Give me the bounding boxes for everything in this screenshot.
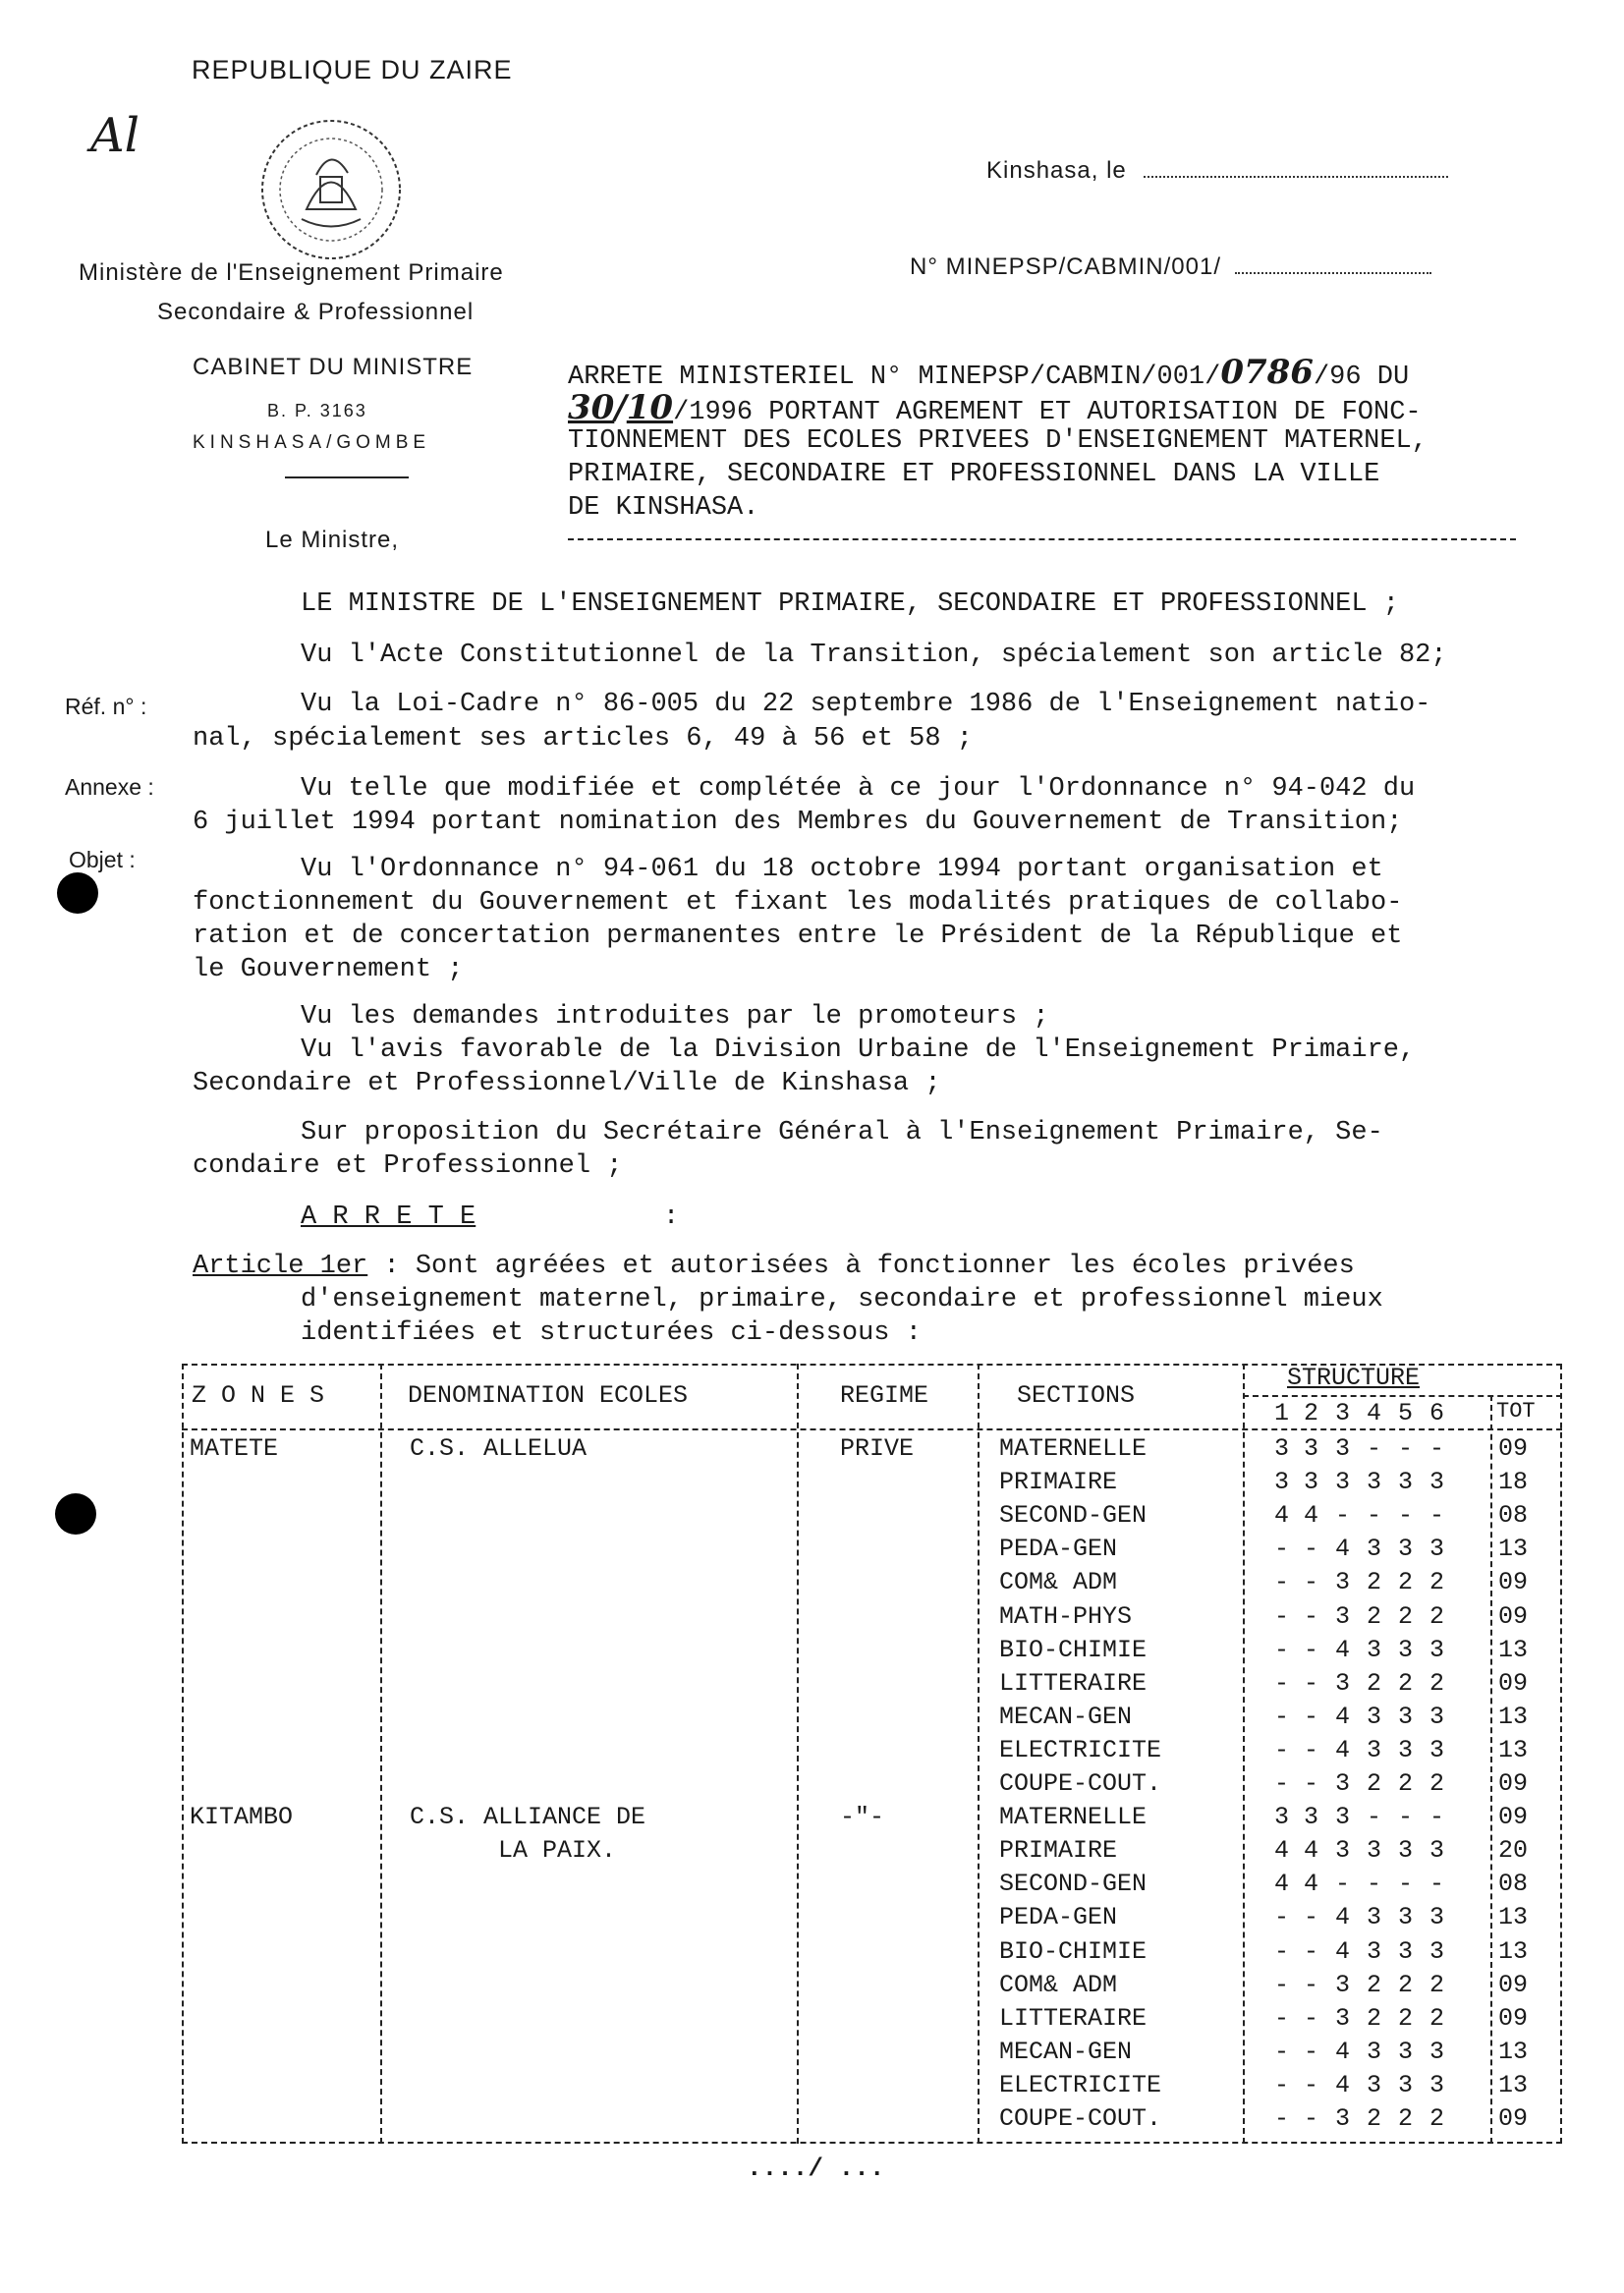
cell-structure-6: 2 <box>1429 2003 1445 2033</box>
cell-structure-2: 3 <box>1304 1434 1319 1463</box>
postal-box: B. P. 3163 <box>267 401 367 420</box>
paragraph-constitution: Vu l'Acte Constitutionnel de la Transition, spécialement son article 82; <box>301 641 1447 670</box>
cell-structure-6: 3 <box>1429 1468 1445 1497</box>
cell-structure-2: 4 <box>1304 1501 1319 1531</box>
cell-structure-6: 3 <box>1429 2037 1445 2066</box>
cell-total: 13 <box>1498 2037 1529 2066</box>
cell-structure-5: 3 <box>1398 1702 1414 1731</box>
cell-structure-3: 3 <box>1335 2104 1351 2133</box>
cell-structure-6: 3 <box>1429 1535 1445 1564</box>
paragraph-proposition-2: condaire et Professionnel ; <box>193 1151 623 1181</box>
cell-section: COM& ADM <box>999 1970 1118 1999</box>
cell-structure-3: 3 <box>1335 1836 1351 1866</box>
cell-section: BIO-CHIMIE <box>999 1635 1148 1664</box>
cell-total: 09 <box>1498 2104 1529 2133</box>
cell-structure-1: - <box>1274 1668 1290 1698</box>
cell-section: MATERNELLE <box>999 1803 1148 1832</box>
cell-school: C.S. ALLELUA <box>410 1434 588 1463</box>
cell-structure-5: 3 <box>1398 1936 1414 1966</box>
cell-structure-1: - <box>1274 1601 1290 1631</box>
header-regime: REGIME <box>840 1381 929 1410</box>
cell-structure-1: - <box>1274 1702 1290 1731</box>
cell-structure-6: 2 <box>1429 1601 1445 1631</box>
cell-total: 09 <box>1498 1434 1529 1463</box>
cell-structure-4: 3 <box>1367 2070 1382 2099</box>
cell-total: 13 <box>1498 1702 1529 1731</box>
cell-structure-4: 2 <box>1367 1769 1382 1798</box>
decree-number: 0786 <box>1220 353 1314 392</box>
paragraph-loi-cadre-1: Vu la Loi-Cadre n° 86-005 du 22 septembre 1986 de l'Enseignement natio- <box>301 690 1431 719</box>
cell-structure-2: - <box>1304 1903 1319 1932</box>
arrete-colon: : <box>663 1202 680 1232</box>
cell-structure-2: - <box>1304 1769 1319 1798</box>
cell-total: 09 <box>1498 2003 1529 2033</box>
cell-structure-3: 4 <box>1335 1702 1351 1731</box>
cell-structure-3: 3 <box>1335 2003 1351 2033</box>
header-denomination: DENOMINATION ECOLES <box>408 1381 689 1410</box>
ministry-line1: Ministère de l'Enseignement Primaire <box>79 259 504 286</box>
cell-structure-4: 3 <box>1367 1535 1382 1564</box>
cell-structure-4: 2 <box>1367 1601 1382 1631</box>
header-zones: Z O N E S <box>192 1381 325 1410</box>
handwritten-mark: Al <box>90 108 140 163</box>
cell-structure-1: - <box>1274 2104 1290 2133</box>
cell-section: LITTERAIRE <box>999 1668 1148 1698</box>
cell-structure-5: 2 <box>1398 2003 1414 2033</box>
cell-section: PEDA-GEN <box>999 1535 1118 1564</box>
cell-structure-5: 2 <box>1398 1568 1414 1597</box>
cell-structure-6: 2 <box>1429 1970 1445 1999</box>
cell-structure-3: 4 <box>1335 1635 1351 1664</box>
cell-structure-1: - <box>1274 1936 1290 1966</box>
cell-structure-2: - <box>1304 2037 1319 2066</box>
cell-structure-3: 4 <box>1335 1535 1351 1564</box>
cell-total: 09 <box>1498 1601 1529 1631</box>
cell-total: 18 <box>1498 1468 1529 1497</box>
cell-structure-1: 3 <box>1274 1468 1290 1497</box>
cell-structure-4: 3 <box>1367 1903 1382 1932</box>
paragraph-demandes: Vu les demandes introduites par le promoteurs ; <box>301 1002 1049 1032</box>
cell-section: PRIMAIRE <box>999 1836 1118 1866</box>
cell-structure-2: - <box>1304 1668 1319 1698</box>
cell-section: MATERNELLE <box>999 1434 1148 1463</box>
cell-section: SECOND-GEN <box>999 1501 1148 1531</box>
cell-structure-1: 4 <box>1274 1836 1290 1866</box>
cell-structure-1: 4 <box>1274 1501 1290 1531</box>
cell-structure-5: 2 <box>1398 1970 1414 1999</box>
cell-zone: KITAMBO <box>190 1803 294 1832</box>
cell-structure-2: - <box>1304 2003 1319 2033</box>
cell-structure-4: 2 <box>1367 1568 1382 1597</box>
cell-structure-3: 4 <box>1335 1735 1351 1764</box>
cell-section: ELECTRICITE <box>999 1735 1162 1764</box>
punch-hole-bottom <box>55 1493 96 1535</box>
cell-structure-2: - <box>1304 1635 1319 1664</box>
cell-structure-2: 4 <box>1304 1836 1319 1866</box>
cell-structure-1: - <box>1274 2070 1290 2099</box>
cell-total: 08 <box>1498 1501 1529 1531</box>
paragraph-ordonnance-2b: fonctionnement du Gouvernement et fixant les modalités pratiques de collabo- <box>193 888 1403 918</box>
cell-section: MATH-PHYS <box>999 1601 1133 1631</box>
cell-structure-2: - <box>1304 2070 1319 2099</box>
header-structure: STRUCTURE <box>1287 1364 1421 1392</box>
cell-structure-1: - <box>1274 1535 1290 1564</box>
cell-structure-1: - <box>1274 1568 1290 1597</box>
cell-structure-5: 3 <box>1398 1535 1414 1564</box>
cell-structure-1: 4 <box>1274 1870 1290 1899</box>
cell-structure-5: 3 <box>1398 2070 1414 2099</box>
paragraph-minister: LE MINISTRE DE L'ENSEIGNEMENT PRIMAIRE, SECONDAIRE ET PROFESSIONNEL ; <box>301 589 1399 619</box>
cell-structure-2: 4 <box>1304 1870 1319 1899</box>
paragraph-proposition-1: Sur proposition du Secrétaire Général à l'Enseignement Primaire, Se- <box>301 1118 1383 1147</box>
article-1-line3: identifiées et structurées ci-dessous : <box>301 1318 922 1348</box>
cell-structure-5: 3 <box>1398 1836 1414 1866</box>
cell-regime: PRIVE <box>840 1434 915 1463</box>
cell-structure-4: 3 <box>1367 1836 1382 1866</box>
arrete-heading: A R R E T E <box>301 1202 476 1232</box>
structure-col-4: 4 <box>1367 1399 1382 1427</box>
continuation-mark: ..../ ... <box>747 2153 885 2183</box>
cell-total: 08 <box>1498 1870 1529 1899</box>
cell-structure-4: - <box>1367 1434 1382 1463</box>
cell-structure-3: 4 <box>1335 1936 1351 1966</box>
cell-structure-6: 2 <box>1429 1769 1445 1798</box>
cell-structure-6: 3 <box>1429 1936 1445 1966</box>
cell-structure-6: 3 <box>1429 2070 1445 2099</box>
cell-structure-4: 3 <box>1367 1468 1382 1497</box>
cell-structure-5: - <box>1398 1870 1414 1899</box>
cell-zone: MATETE <box>190 1434 279 1463</box>
cell-section: LITTERAIRE <box>999 2003 1148 2033</box>
cell-total: 20 <box>1498 1836 1529 1866</box>
annexe-label: Annexe : <box>65 774 154 800</box>
structure-col-3: 3 <box>1335 1399 1351 1427</box>
cell-structure-6: - <box>1429 1803 1445 1832</box>
cell-structure-4: 2 <box>1367 2003 1382 2033</box>
le-ministre-label: Le Ministre, <box>265 527 400 553</box>
cell-section: MECAN-GEN <box>999 2037 1133 2066</box>
cell-total: 13 <box>1498 1535 1529 1564</box>
paragraph-ordonnance-2c: ration et de concertation permanentes entre le Président de la République et <box>193 922 1403 951</box>
cell-total: 13 <box>1498 1635 1529 1664</box>
cell-structure-3: 3 <box>1335 1468 1351 1497</box>
cell-structure-4: 2 <box>1367 1668 1382 1698</box>
structure-col-5: 5 <box>1398 1399 1414 1427</box>
cell-structure-3: 4 <box>1335 2070 1351 2099</box>
title-line3: TIONNEMENT DES ECOLES PRIVEES D'ENSEIGNEMENT MATERNEL, <box>568 426 1428 456</box>
cell-structure-3: 3 <box>1335 1970 1351 1999</box>
city-label: KINSHASA/GOMBE <box>193 432 431 453</box>
cell-structure-5: 2 <box>1398 2104 1414 2133</box>
cell-structure-3: 3 <box>1335 1601 1351 1631</box>
cell-structure-6: 2 <box>1429 1668 1445 1698</box>
title-underline <box>568 538 1516 540</box>
cell-structure-1: 3 <box>1274 1434 1290 1463</box>
cell-structure-3: 3 <box>1335 1668 1351 1698</box>
cell-section: SECOND-GEN <box>999 1870 1148 1899</box>
paragraph-loi-cadre-2: nal, spécialement ses articles 6, 49 à 56 et 58 ; <box>193 724 973 754</box>
cell-structure-6: - <box>1429 1501 1445 1531</box>
cell-structure-5: 2 <box>1398 1668 1414 1698</box>
cell-structure-4: - <box>1367 1870 1382 1899</box>
cell-structure-3: 3 <box>1335 1434 1351 1463</box>
cell-structure-4: 3 <box>1367 1702 1382 1731</box>
national-seal <box>257 116 405 263</box>
cell-structure-6: 3 <box>1429 1836 1445 1866</box>
cell-structure-6: 3 <box>1429 1735 1445 1764</box>
cell-structure-4: 3 <box>1367 2037 1382 2066</box>
cell-school-cont: LA PAIX. <box>498 1836 617 1866</box>
title-line5: DE KINSHASA. <box>568 493 759 523</box>
cell-structure-5: 3 <box>1398 1468 1414 1497</box>
cell-section: PRIMAIRE <box>999 1468 1118 1497</box>
ministry-line2: Secondaire & Professionnel <box>157 299 475 325</box>
paragraph-ordonnance-2d: le Gouvernement ; <box>193 955 464 984</box>
cell-structure-5: 3 <box>1398 1635 1414 1664</box>
cell-structure-2: - <box>1304 1936 1319 1966</box>
cell-total: 13 <box>1498 1735 1529 1764</box>
paragraph-avis-1: Vu l'avis favorable de la Division Urbaine de l'Enseignement Primaire, <box>301 1035 1416 1065</box>
cell-structure-4: - <box>1367 1501 1382 1531</box>
cell-structure-5: - <box>1398 1501 1414 1531</box>
cell-structure-5: 2 <box>1398 1769 1414 1798</box>
cell-structure-1: - <box>1274 1903 1290 1932</box>
cell-structure-1: - <box>1274 1970 1290 1999</box>
cell-structure-4: 3 <box>1367 1735 1382 1764</box>
cell-structure-3: 3 <box>1335 1803 1351 1832</box>
cell-structure-2: 3 <box>1304 1803 1319 1832</box>
country-name: REPUBLIQUE DU ZAIRE <box>192 55 513 84</box>
cell-section: COUPE-COUT. <box>999 1769 1162 1798</box>
cell-structure-1: 3 <box>1274 1803 1290 1832</box>
header-tot: TOT <box>1496 1399 1536 1424</box>
punch-hole-top <box>57 872 98 914</box>
cell-structure-2: - <box>1304 2104 1319 2133</box>
cell-structure-4: - <box>1367 1803 1382 1832</box>
cell-structure-1: - <box>1274 2037 1290 2066</box>
cell-structure-4: 2 <box>1367 2104 1382 2133</box>
cell-total: 13 <box>1498 1936 1529 1966</box>
cell-total: 13 <box>1498 1903 1529 1932</box>
cell-section: COUPE-COUT. <box>999 2104 1162 2133</box>
cabinet-label: CABINET DU MINISTRE <box>193 354 474 380</box>
structure-col-6: 6 <box>1429 1399 1445 1427</box>
objet-label: Objet : <box>69 847 136 872</box>
cell-structure-1: - <box>1274 2003 1290 2033</box>
cell-structure-6: 3 <box>1429 1635 1445 1664</box>
article-1-line1: Article 1er : Sont agréées et autorisées à fonctionner les écoles privées <box>193 1252 1355 1281</box>
cell-structure-1: - <box>1274 1635 1290 1664</box>
cell-structure-2: - <box>1304 1601 1319 1631</box>
cell-structure-5: 3 <box>1398 2037 1414 2066</box>
cell-structure-3: 4 <box>1335 2037 1351 2066</box>
cell-structure-1: - <box>1274 1735 1290 1764</box>
cell-structure-6: 2 <box>1429 1568 1445 1597</box>
cell-total: 09 <box>1498 1970 1529 1999</box>
cell-structure-3: 3 <box>1335 1769 1351 1798</box>
cell-total: 09 <box>1498 1568 1529 1597</box>
title-line1: ARRETE MINISTERIEL N° MINEPSP/CABMIN/001/0786/96 DU <box>568 353 1410 392</box>
cell-structure-5: 3 <box>1398 1735 1414 1764</box>
cell-structure-6: - <box>1429 1870 1445 1899</box>
ref-label: Réf. n° : <box>65 694 147 719</box>
cell-structure-2: 3 <box>1304 1468 1319 1497</box>
cell-section: ELECTRICITE <box>999 2070 1162 2099</box>
cell-section: PEDA-GEN <box>999 1903 1118 1932</box>
title-line4: PRIMAIRE, SECONDAIRE ET PROFESSIONNEL DANS LA VILLE <box>568 460 1380 489</box>
paragraph-ordonnance-2a: Vu l'Ordonnance n° 94-061 du 18 octobre 1994 portant organisation et <box>301 855 1383 884</box>
paragraph-ordonnance-1a: Vu telle que modifiée et complétée à ce jour l'Ordonnance n° 94-042 du <box>301 774 1416 804</box>
cell-structure-5: - <box>1398 1434 1414 1463</box>
cell-structure-5: - <box>1398 1803 1414 1832</box>
paragraph-avis-2: Secondaire et Professionnel/Ville de Kinshasa ; <box>193 1069 941 1098</box>
cell-structure-4: 3 <box>1367 1635 1382 1664</box>
cell-structure-2: - <box>1304 1568 1319 1597</box>
cell-regime: -"- <box>840 1803 885 1832</box>
header-sections: SECTIONS <box>1017 1381 1136 1410</box>
cell-structure-3: 4 <box>1335 1903 1351 1932</box>
cell-structure-5: 3 <box>1398 1903 1414 1932</box>
cell-total: 09 <box>1498 1668 1529 1698</box>
cell-structure-1: - <box>1274 1769 1290 1798</box>
structure-col-2: 2 <box>1304 1399 1319 1427</box>
cell-section: COM& ADM <box>999 1568 1118 1597</box>
structure-col-1: 1 <box>1274 1399 1290 1427</box>
cell-structure-2: - <box>1304 1735 1319 1764</box>
cell-structure-3: - <box>1335 1501 1351 1531</box>
article-1-label: Article 1er <box>193 1252 368 1281</box>
place-date-line: Kinshasa, le <box>986 157 1448 185</box>
cell-structure-6: 3 <box>1429 1702 1445 1731</box>
cell-structure-6: - <box>1429 1434 1445 1463</box>
cell-structure-2: - <box>1304 1970 1319 1999</box>
reference-number-line: N° MINEPSP/CABMIN/001/ <box>910 253 1431 281</box>
cell-structure-3: - <box>1335 1870 1351 1899</box>
schools-table <box>182 1364 1562 2146</box>
cell-structure-2: - <box>1304 1702 1319 1731</box>
cell-structure-5: 2 <box>1398 1601 1414 1631</box>
title-line2: 30/10/1996 PORTANT AGREMENT ET AUTORISATION DE FONC- <box>568 388 1422 427</box>
cell-school: C.S. ALLIANCE DE <box>410 1803 646 1832</box>
cell-total: 13 <box>1498 2070 1529 2099</box>
article-1-line2: d'enseignement maternel, primaire, secondaire et professionnel mieux <box>301 1285 1383 1314</box>
cell-structure-4: 2 <box>1367 1970 1382 1999</box>
cell-section: BIO-CHIMIE <box>999 1936 1148 1966</box>
cell-section: MECAN-GEN <box>999 1702 1133 1731</box>
cell-structure-6: 2 <box>1429 2104 1445 2133</box>
cell-structure-4: 3 <box>1367 1936 1382 1966</box>
cell-total: 09 <box>1498 1803 1529 1832</box>
paragraph-ordonnance-1b: 6 juillet 1994 portant nomination des Membres du Gouvernement de Transition; <box>193 808 1403 837</box>
cell-structure-2: - <box>1304 1535 1319 1564</box>
cell-total: 09 <box>1498 1769 1529 1798</box>
cell-structure-6: 3 <box>1429 1903 1445 1932</box>
cell-structure-3: 3 <box>1335 1568 1351 1597</box>
